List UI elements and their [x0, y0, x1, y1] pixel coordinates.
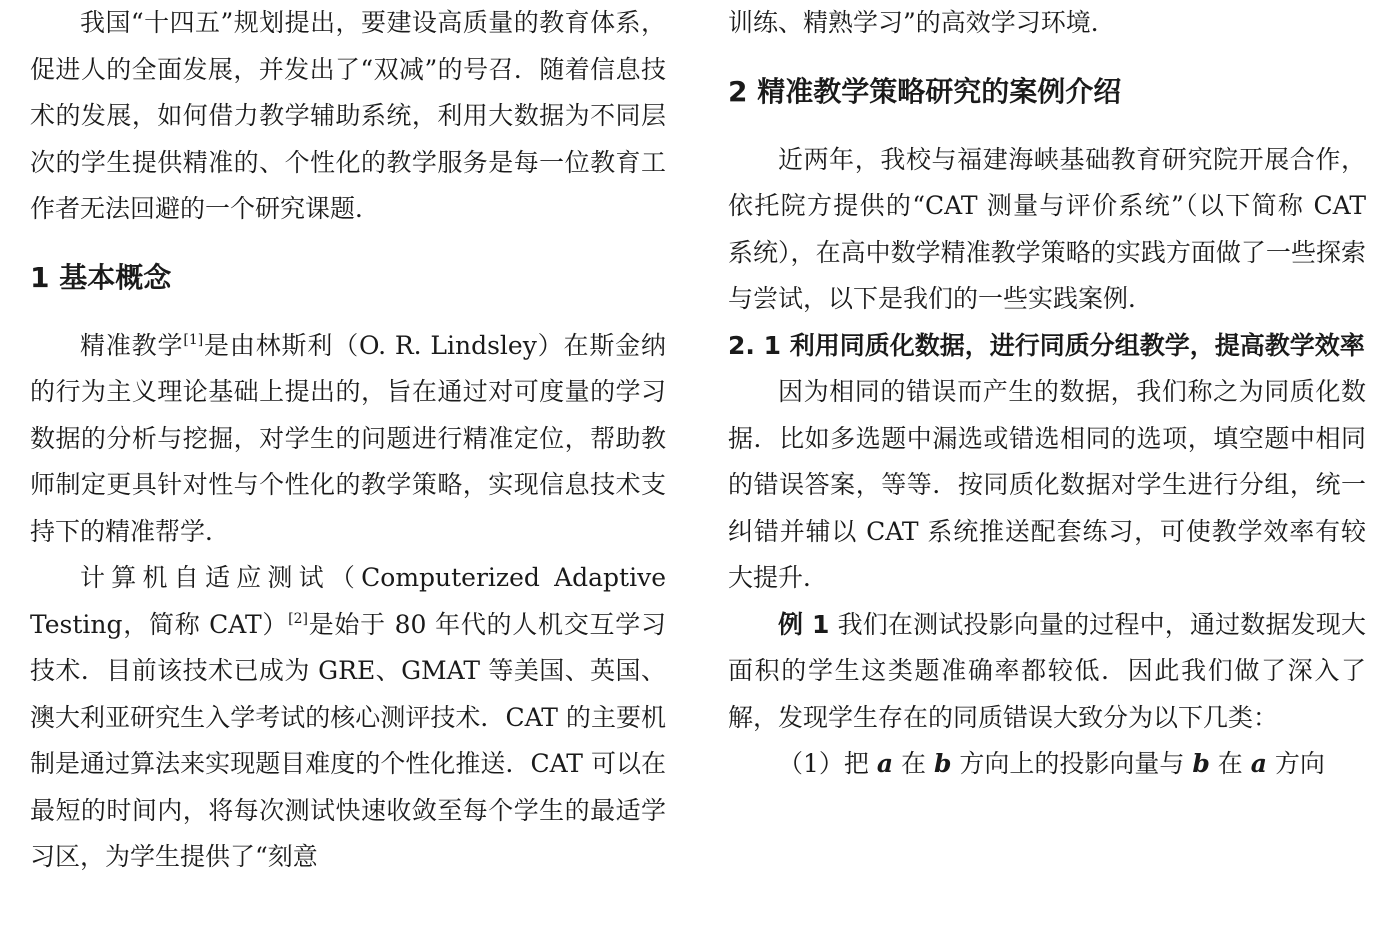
example-label: 例 1 — [778, 609, 830, 639]
section-gap — [728, 47, 1366, 69]
example-text: 我们在测试投影向量的过程中，通过数据发现大面积的学生这类题准确率都较低．因此我们做了深入了解，发现学生存在的同质错误大致分为以下几类： — [728, 609, 1366, 732]
cat-term: 计算机自适应测试（Computerized Adaptive Testing，简称 CAT） — [30, 563, 666, 639]
citation-2: [2] — [288, 610, 308, 627]
carryover-text: 训练、精熟学习”的高效学习环境． — [728, 8, 1116, 37]
cat-paragraph — [30, 555, 666, 881]
vector-a: a — [876, 749, 894, 778]
intro-paragraph: 我国“十四五”规划提出，要建设高质量的教育体系，促进人的全面发展，并发出了“双减”的号召．随着信息技术的发展，如何借力教学辅助系统，利用大数据为不同层次的学生提供精准的、个性化的教学服务是每一位教育工作者无法回避的一个研究课题． — [30, 8, 666, 223]
vector-a: a — [1250, 749, 1267, 778]
precision-term: 精准教学 — [80, 330, 184, 360]
item1-prefix: （1）把 — [778, 749, 877, 778]
item1-mid: 方向上的投影向量与 — [951, 749, 1193, 778]
item1-suffix: 方向 — [1266, 749, 1325, 778]
item1-mid: 在 — [1209, 749, 1251, 778]
vector-b: b — [933, 749, 952, 778]
cat-body: 是始于 80 年代的人机交互学习技术．目前该技术已成为 GRE、GMAT 等美国、英国、澳大利亚研究生入学考试的核心测评技术．CAT 的主要机制是通过算法来实现题目难度的个性化推送．CAT 可以在最短的时间内，将每次测试快速收敛至每个学生的最适学习区，为学生提供了“刻意 — [30, 609, 666, 871]
precision-teaching-paragraph — [30, 323, 666, 556]
section2-intro-paragraph: 近两年，我校与福建海峡基础教育研究院开展合作，依托院方提供的“CAT 测量与评价系统”（以下简称 CAT 系统），在高中数学精准教学策略的实践方面做了一些探索与尝试，以下是我们的一些实践案例． — [728, 144, 1366, 313]
section-gap — [30, 301, 666, 323]
right-column — [728, 0, 1366, 788]
homogeneous-data-paragraph: 因为相同的错误而产生的数据，我们称之为同质化数据．比如多选题中漏选或错选相同的选项，填空题中相同的错误答案，等等．按同质化数据对学生进行分组，统一纠错并辅以 CAT 系统推送配套练习，可使教学效率有较大提升． — [728, 377, 1366, 592]
section2-heading: 2 精准教学策略研究的案例介绍 — [728, 74, 1122, 108]
subsection-2-1-heading: 2. 1 利用同质化数据，进行同质分组教学，提高教学效率 — [728, 330, 1365, 360]
example-1-paragraph — [728, 602, 1366, 742]
section-gap — [728, 115, 1366, 137]
left-column — [30, 0, 666, 881]
section-gap — [30, 233, 666, 255]
citation-1: [1] — [183, 331, 204, 348]
item1-mid: 在 — [893, 749, 934, 778]
precision-body: 是由林斯利（O. R. Lindsley）在斯金纳的行为主义理论基础上提出的，旨在通过对可度量的学习数据的分析与挖掘，对学生的问题进行精准定位，帮助教师制定更具针对性与个性化的教学策略，实现信息技术支持下的精准帮学． — [30, 330, 666, 546]
section1-heading: 1 基本概念 — [30, 260, 172, 294]
item-1-paragraph — [728, 741, 1366, 788]
vector-b: b — [1192, 749, 1210, 778]
